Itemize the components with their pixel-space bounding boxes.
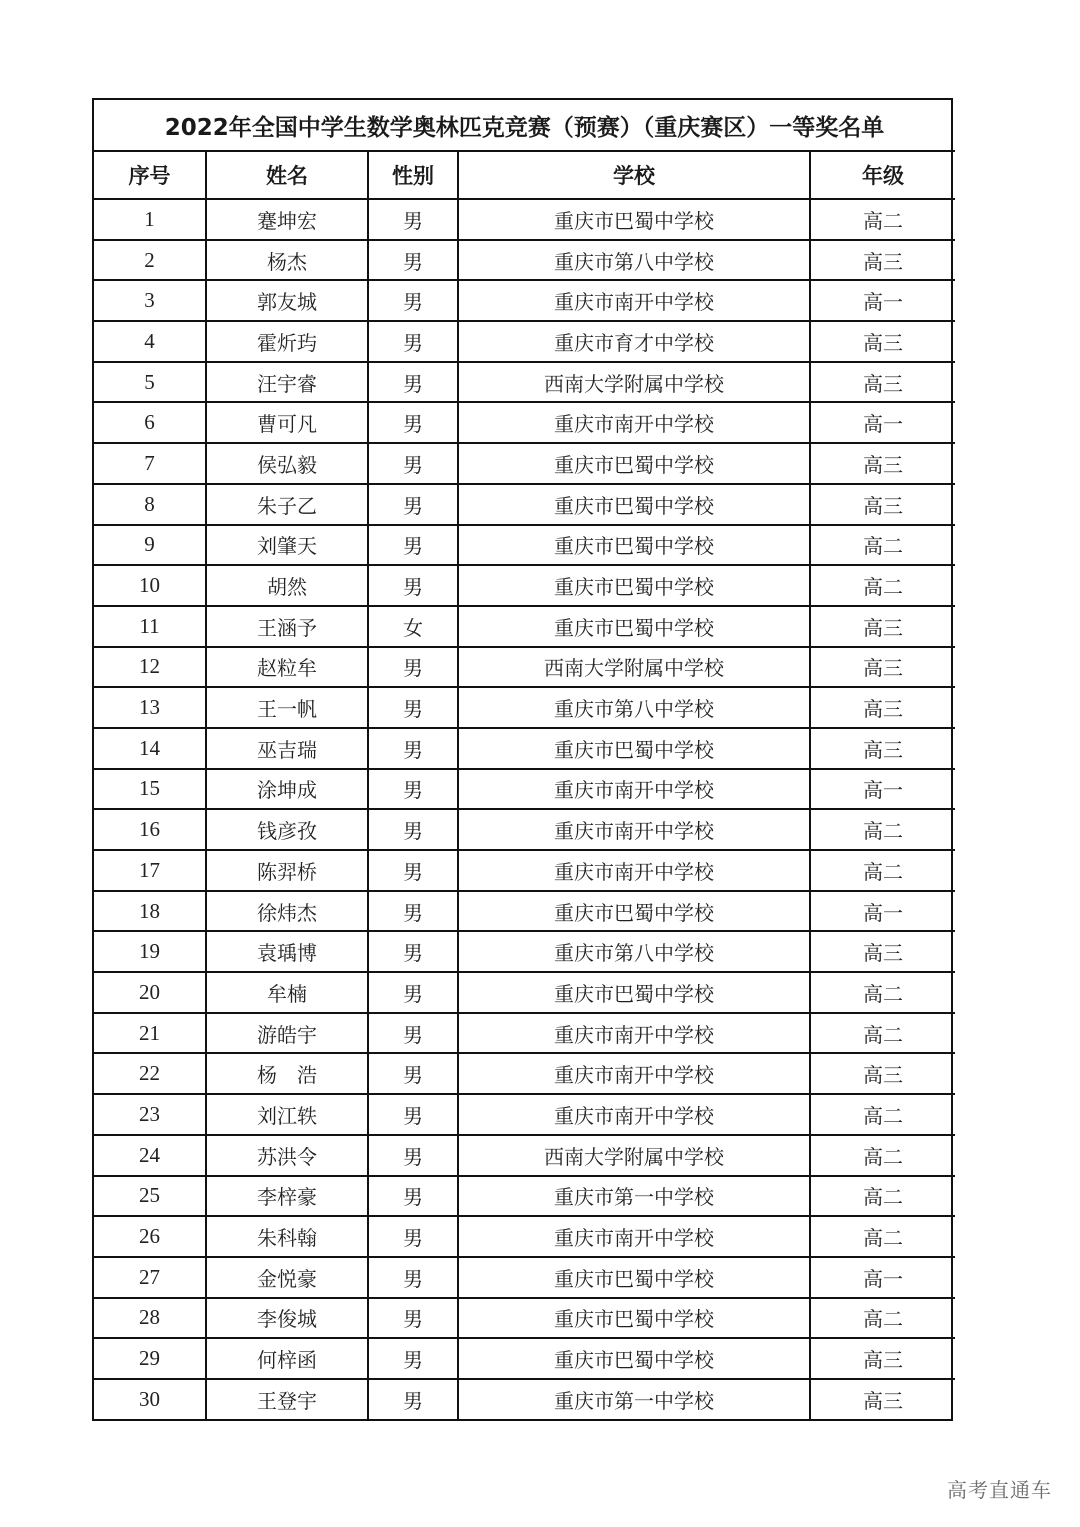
row-number: 22 xyxy=(94,1053,206,1094)
student-school: 重庆市南开中学校 xyxy=(458,1094,810,1135)
student-gender: 男 xyxy=(368,769,458,810)
student-gender: 男 xyxy=(368,1338,458,1379)
student-gender: 男 xyxy=(368,1216,458,1257)
row-number: 14 xyxy=(94,728,206,769)
student-school: 重庆市南开中学校 xyxy=(458,1013,810,1054)
student-grade: 高三 xyxy=(810,647,955,688)
student-name: 袁瑀博 xyxy=(206,931,368,972)
student-gender: 男 xyxy=(368,1135,458,1176)
student-gender: 男 xyxy=(368,1379,458,1419)
student-school: 重庆市南开中学校 xyxy=(458,402,810,443)
student-name: 胡然 xyxy=(206,565,368,606)
student-school: 西南大学附属中学校 xyxy=(458,1135,810,1176)
student-gender: 男 xyxy=(368,362,458,403)
student-name: 王一帆 xyxy=(206,687,368,728)
student-gender: 男 xyxy=(368,728,458,769)
student-grade: 高一 xyxy=(810,280,955,321)
student-gender: 男 xyxy=(368,1257,458,1298)
student-name: 曹可凡 xyxy=(206,402,368,443)
document-title: 2022年全国中学生数学奥林匹克竞赛（预赛）（重庆赛区）一等奖名单 xyxy=(94,100,955,151)
watermark-text: 高考直通车 xyxy=(947,1478,1052,1502)
student-school: 重庆市巴蜀中学校 xyxy=(458,525,810,566)
student-name: 赵粒牟 xyxy=(206,647,368,688)
table-row xyxy=(94,321,955,362)
student-gender: 男 xyxy=(368,484,458,525)
student-name: 霍炘玙 xyxy=(206,321,368,362)
student-grade: 高三 xyxy=(810,484,955,525)
student-gender: 男 xyxy=(368,647,458,688)
column-header-number: 序号 xyxy=(94,151,206,199)
row-number: 5 xyxy=(94,362,206,403)
student-name: 徐炜杰 xyxy=(206,891,368,932)
student-grade: 高三 xyxy=(810,321,955,362)
student-school: 重庆市南开中学校 xyxy=(458,280,810,321)
column-header-name: 姓名 xyxy=(206,151,368,199)
student-school: 重庆市南开中学校 xyxy=(458,1053,810,1094)
table-row xyxy=(94,1094,955,1135)
table-row xyxy=(94,891,955,932)
student-name: 王涵予 xyxy=(206,606,368,647)
table-row xyxy=(94,809,955,850)
row-number: 27 xyxy=(94,1257,206,1298)
student-gender: 男 xyxy=(368,891,458,932)
student-grade: 高二 xyxy=(810,1013,955,1054)
student-school: 重庆市巴蜀中学校 xyxy=(458,606,810,647)
table-row xyxy=(94,728,955,769)
student-grade: 高二 xyxy=(810,1298,955,1339)
student-school: 重庆市南开中学校 xyxy=(458,769,810,810)
student-grade: 高二 xyxy=(810,199,955,240)
column-header-school: 学校 xyxy=(458,151,810,199)
student-name: 苏洪令 xyxy=(206,1135,368,1176)
row-number: 30 xyxy=(94,1379,206,1419)
student-grade: 高一 xyxy=(810,891,955,932)
table-row xyxy=(94,443,955,484)
student-name: 李俊城 xyxy=(206,1298,368,1339)
row-number: 7 xyxy=(94,443,206,484)
row-number: 28 xyxy=(94,1298,206,1339)
student-school: 重庆市南开中学校 xyxy=(458,1216,810,1257)
student-grade: 高二 xyxy=(810,1216,955,1257)
student-gender: 男 xyxy=(368,1053,458,1094)
table-row xyxy=(94,687,955,728)
row-number: 1 xyxy=(94,199,206,240)
student-gender: 男 xyxy=(368,809,458,850)
column-header-grade: 年级 xyxy=(810,151,955,199)
row-number: 6 xyxy=(94,402,206,443)
student-name: 刘肇天 xyxy=(206,525,368,566)
student-name: 侯弘毅 xyxy=(206,443,368,484)
table-row xyxy=(94,1216,955,1257)
student-gender: 男 xyxy=(368,1013,458,1054)
student-name: 陈羿桥 xyxy=(206,850,368,891)
student-gender: 男 xyxy=(368,199,458,240)
row-number: 3 xyxy=(94,280,206,321)
student-name: 牟楠 xyxy=(206,972,368,1013)
award-list-table-frame xyxy=(92,98,953,1421)
student-grade: 高二 xyxy=(810,972,955,1013)
table-row xyxy=(94,1135,955,1176)
student-school: 重庆市巴蜀中学校 xyxy=(458,891,810,932)
student-gender: 男 xyxy=(368,402,458,443)
student-name: 朱科翰 xyxy=(206,1216,368,1257)
table-row xyxy=(94,402,955,443)
table-row xyxy=(94,1013,955,1054)
student-grade: 高三 xyxy=(810,443,955,484)
row-number: 20 xyxy=(94,972,206,1013)
student-gender: 女 xyxy=(368,606,458,647)
student-grade: 高三 xyxy=(810,362,955,403)
student-school: 重庆市第八中学校 xyxy=(458,240,810,281)
student-grade: 高三 xyxy=(810,606,955,647)
table-row xyxy=(94,1379,955,1419)
row-number: 10 xyxy=(94,565,206,606)
row-number: 21 xyxy=(94,1013,206,1054)
student-name: 郭友城 xyxy=(206,280,368,321)
student-gender: 男 xyxy=(368,1298,458,1339)
table-row xyxy=(94,1298,955,1339)
student-gender: 男 xyxy=(368,972,458,1013)
student-grade: 高二 xyxy=(810,1094,955,1135)
student-gender: 男 xyxy=(368,321,458,362)
student-grade: 高一 xyxy=(810,769,955,810)
student-grade: 高三 xyxy=(810,931,955,972)
row-number: 13 xyxy=(94,687,206,728)
title-row xyxy=(94,100,955,151)
student-name: 游皓宇 xyxy=(206,1013,368,1054)
student-school: 重庆市巴蜀中学校 xyxy=(458,565,810,606)
table-row xyxy=(94,280,955,321)
student-grade: 高三 xyxy=(810,240,955,281)
student-school: 重庆市巴蜀中学校 xyxy=(458,1338,810,1379)
table-row xyxy=(94,1257,955,1298)
student-grade: 高一 xyxy=(810,1257,955,1298)
student-name: 涂坤成 xyxy=(206,769,368,810)
student-grade: 高二 xyxy=(810,809,955,850)
student-grade: 高三 xyxy=(810,728,955,769)
student-school: 重庆市巴蜀中学校 xyxy=(458,443,810,484)
student-grade: 高二 xyxy=(810,525,955,566)
row-number: 2 xyxy=(94,240,206,281)
student-name: 何梓函 xyxy=(206,1338,368,1379)
student-name: 巫吉瑞 xyxy=(206,728,368,769)
table-row xyxy=(94,565,955,606)
row-number: 29 xyxy=(94,1338,206,1379)
row-number: 26 xyxy=(94,1216,206,1257)
table-row xyxy=(94,525,955,566)
table-row xyxy=(94,769,955,810)
table-row xyxy=(94,1176,955,1217)
student-gender: 男 xyxy=(368,931,458,972)
table-body xyxy=(94,199,955,1419)
row-number: 12 xyxy=(94,647,206,688)
student-gender: 男 xyxy=(368,1176,458,1217)
table-row xyxy=(94,484,955,525)
student-gender: 男 xyxy=(368,687,458,728)
student-gender: 男 xyxy=(368,280,458,321)
student-grade: 高二 xyxy=(810,565,955,606)
table-row xyxy=(94,1338,955,1379)
row-number: 15 xyxy=(94,769,206,810)
student-grade: 高三 xyxy=(810,1338,955,1379)
student-school: 重庆市第一中学校 xyxy=(458,1379,810,1419)
row-number: 16 xyxy=(94,809,206,850)
column-header-gender: 性别 xyxy=(368,151,458,199)
row-number: 4 xyxy=(94,321,206,362)
student-grade: 高三 xyxy=(810,687,955,728)
student-name: 金悦豪 xyxy=(206,1257,368,1298)
student-gender: 男 xyxy=(368,1094,458,1135)
row-number: 24 xyxy=(94,1135,206,1176)
student-school: 重庆市第八中学校 xyxy=(458,687,810,728)
award-list-table xyxy=(94,100,955,1419)
student-name: 刘江轶 xyxy=(206,1094,368,1135)
row-number: 11 xyxy=(94,606,206,647)
table-row xyxy=(94,931,955,972)
student-school: 重庆市巴蜀中学校 xyxy=(458,484,810,525)
student-gender: 男 xyxy=(368,850,458,891)
student-grade: 高三 xyxy=(810,1379,955,1419)
student-name: 汪宇睿 xyxy=(206,362,368,403)
student-school: 重庆市巴蜀中学校 xyxy=(458,1298,810,1339)
student-school: 重庆市第八中学校 xyxy=(458,931,810,972)
student-school: 重庆市巴蜀中学校 xyxy=(458,199,810,240)
student-school: 重庆市育才中学校 xyxy=(458,321,810,362)
student-grade: 高一 xyxy=(810,402,955,443)
row-number: 8 xyxy=(94,484,206,525)
student-school: 重庆市巴蜀中学校 xyxy=(458,972,810,1013)
student-gender: 男 xyxy=(368,443,458,484)
column-header-row xyxy=(94,151,955,199)
student-school: 重庆市巴蜀中学校 xyxy=(458,1257,810,1298)
student-name: 杨杰 xyxy=(206,240,368,281)
student-name: 钱彦孜 xyxy=(206,809,368,850)
table-row xyxy=(94,240,955,281)
student-school: 重庆市南开中学校 xyxy=(458,850,810,891)
row-number: 9 xyxy=(94,525,206,566)
student-name: 杨 浩 xyxy=(206,1053,368,1094)
row-number: 17 xyxy=(94,850,206,891)
student-school: 西南大学附属中学校 xyxy=(458,362,810,403)
table-row xyxy=(94,362,955,403)
row-number: 18 xyxy=(94,891,206,932)
table-row xyxy=(94,972,955,1013)
student-school: 重庆市第一中学校 xyxy=(458,1176,810,1217)
table-row xyxy=(94,1053,955,1094)
student-school: 重庆市南开中学校 xyxy=(458,809,810,850)
row-number: 19 xyxy=(94,931,206,972)
table-row xyxy=(94,199,955,240)
student-grade: 高二 xyxy=(810,850,955,891)
student-name: 李梓豪 xyxy=(206,1176,368,1217)
student-gender: 男 xyxy=(368,525,458,566)
row-number: 25 xyxy=(94,1176,206,1217)
table-row xyxy=(94,850,955,891)
student-school: 西南大学附属中学校 xyxy=(458,647,810,688)
student-name: 朱子乙 xyxy=(206,484,368,525)
student-gender: 男 xyxy=(368,565,458,606)
student-name: 蹇坤宏 xyxy=(206,199,368,240)
table-row xyxy=(94,606,955,647)
student-grade: 高三 xyxy=(810,1053,955,1094)
student-school: 重庆市巴蜀中学校 xyxy=(458,728,810,769)
student-gender: 男 xyxy=(368,240,458,281)
table-row xyxy=(94,647,955,688)
student-grade: 高二 xyxy=(810,1176,955,1217)
student-grade: 高二 xyxy=(810,1135,955,1176)
student-name: 王登宇 xyxy=(206,1379,368,1419)
row-number: 23 xyxy=(94,1094,206,1135)
